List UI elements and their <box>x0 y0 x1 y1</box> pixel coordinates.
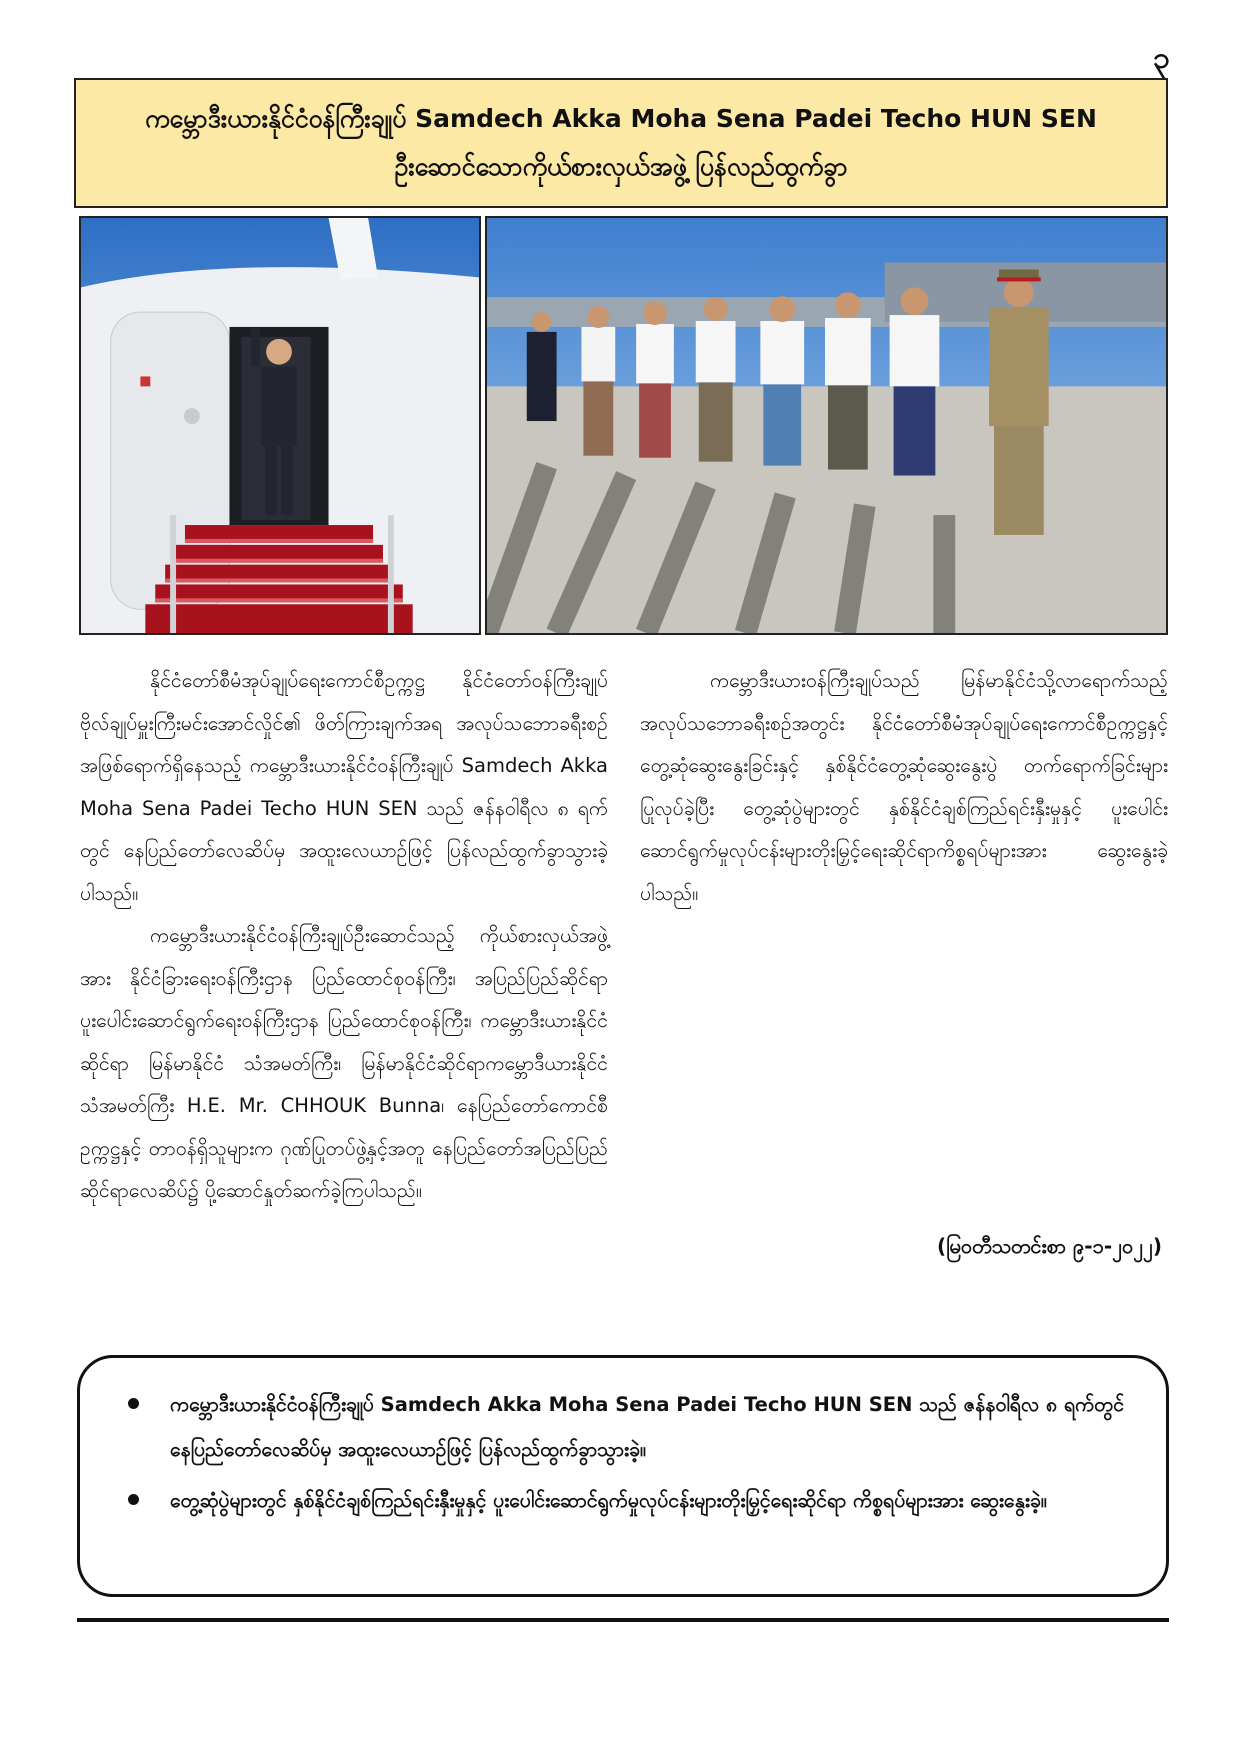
news-source-citation: (မြဝတီသတင်းစာ ၉-၁-၂၀၂၂) <box>936 1234 1162 1258</box>
summary-item-text: တွေ့ဆုံပွဲများတွင် နှစ်နိုင်ငံချစ်ကြည်ရင်းနှီးမှုနှင့် ပူးပေါင်းဆောင်ရွက်မှုလုပ်ငန်းများတိုးမြှင့်ရေးဆိုင်ရာ ကိစ္စရပ်များအား ဆွေးနွေးခဲ့။ <box>170 1489 1047 1512</box>
article-paragraph-3: ကမ္ဘောဒီးယားဝန်ကြီးချုပ်သည် မြန်မာနိုင်ငံသို့လာရောက်သည့် အလုပ်သဘောခရီးစဉ်အတွင်း နိုင်ငံတော်စီမံအုပ်ချုပ်ရေးကောင်စီဥက္ကဋ္ဌနှင့် တွေ့ဆုံဆွေးနွေးခြင်းနှင့် နှစ်နိုင်ငံတွေ့ဆုံဆွေးနွေးပွဲ တက်ရောက်ခြင်းများပြုလုပ်ခဲ့ပြီး တွေ့ဆုံပွဲများတွင် နှစ်နိုင်ငံချစ်ကြည်ရင်းနှီးမှုနှင့် ပူးပေါင်းဆောင်ရွက်မှုလုပ်ငန်းများတိုးမြှင့်ရေးဆိုင်ရာကိစ္စရပ်များအား ဆွေးနွေးခဲ့ပါသည်။ <box>640 669 1168 905</box>
article-column-left <box>80 660 608 1213</box>
article-column-right <box>640 660 1168 915</box>
photo-prime-minister-departing <box>79 216 481 635</box>
summary-item <box>128 1478 1130 1523</box>
photo-officials-waving-farewell <box>485 216 1168 635</box>
summary-item <box>128 1382 1130 1472</box>
headline-line-1: ကမ္ဘောဒီးယားနိုင်ငံဝန်ကြီးချုပ် Samdech Akka Moha Sena Padei Techo HUN SEN <box>145 104 1097 133</box>
article-paragraph-2: ကမ္ဘောဒီးယားနိုင်ငံဝန်ကြီးချုပ်ဦးဆောင်သည့် ကိုယ်စားလှယ်အဖွဲ့အား နိုင်ငံခြားရေးဝန်ကြီးဌာန ပြည်ထောင်စုဝန်ကြီး၊ အပြည်ပြည်ဆိုင်ရာပူးပေါင်းဆောင်ရွက်ရေးဝန်ကြီးဌာန ပြည်ထောင်စုဝန်ကြီး၊ ကမ္ဘောဒီးယားနိုင်ငံဆိုင်ရာ မြန်မာနိုင်ငံ သံအမတ်ကြီး၊ မြန်မာနိုင်ငံဆိုင်ရာကမ္ဘောဒီယားနိုင်ငံသံအမတ်ကြီး H.E. Mr. CHHOUK Bunna၊ နေပြည်တော်ကောင်စီဥက္ကဋ္ဌနှင့် တာဝန်ရှိသူများက ဂုဏ်ပြုတပ်ဖွဲ့နှင့်အတူ နေပြည်တော်အပြည်ပြည်ဆိုင်ရာလေဆိပ်၌ ပို့ဆောင်နှုတ်ဆက်ခဲ့ကြပါသည်။ <box>80 924 608 1202</box>
summary-list <box>128 1382 1130 1523</box>
article-paragraph-1: နိုင်ငံတော်စီမံအုပ်ချုပ်ရေးကောင်စီဥက္ကဋ္ဌ နိုင်ငံတော်ဝန်ကြီးချုပ် ဗိုလ်ချုပ်မှူးကြီးမင်းအောင်လှိုင်၏ ဖိတ်ကြားချက်အရ အလုပ်သဘောခရီးစဉ်အဖြစ်ရောက်ရှိနေသည့် ကမ္ဘောဒီးယားနိုင်ငံဝန်ကြီးချုပ် Samdech Akka Moha Sena Padei Techo HUN SEN သည် ဇန်နဝါရီလ ၈ ရက်တွင် နေပြည်တော်လေဆိပ်မှ အထူးလေယာဉ်ဖြင့် ပြန်လည်ထွက်ခွာသွားခဲ့ပါသည်။ <box>80 669 608 905</box>
summary-box <box>77 1355 1169 1597</box>
bottom-divider <box>77 1618 1169 1622</box>
headline-box <box>74 78 1168 208</box>
headline-line-2: ဦးဆောင်သောကိုယ်စားလှယ်အဖွဲ့ ပြန်လည်ထွက်ခွာ <box>394 152 848 181</box>
bullet-icon <box>128 1398 139 1409</box>
bullet-icon <box>128 1494 139 1505</box>
page-number: ၃ <box>1153 41 1170 76</box>
summary-item-text: ကမ္ဘောဒီးယားနိုင်ငံဝန်ကြီးချုပ် Samdech Akka Moha Sena Padei Techo HUN SEN သည် ဇန်နဝါရီလ ၈ ရက်တွင် နေပြည်တော်လေဆိပ်မှ အထူးလေယာဉ်ဖြင့် ပြန်လည်ထွက်ခွာသွားခဲ့။ <box>170 1393 1125 1461</box>
